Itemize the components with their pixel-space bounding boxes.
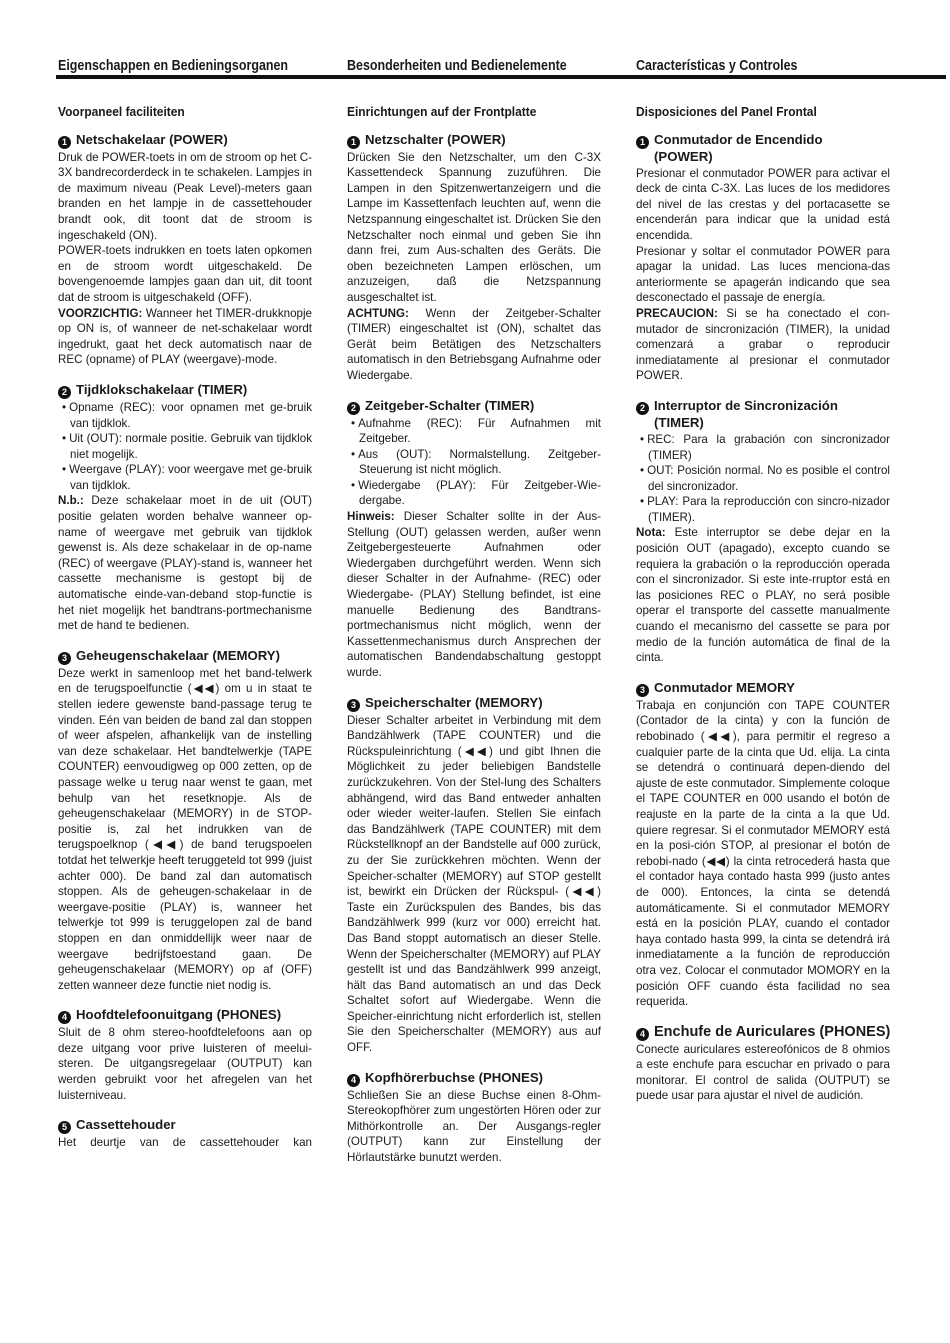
item-heading: 1 Conmutador de Encendido (POWER) [636,132,890,165]
paragraph: POWER-toets indrukken en toets laten opkomen en de stroom wordt uitgeschakeld. De bovengenoemde lampjes gaan dan uit, dit toont dat de stroom is uitgeschakeld (OFF). [58,244,312,304]
item-heading: 1 Netzschalter (POWER) [347,132,601,149]
number-badge-icon: 4 [58,1011,71,1024]
number-badge-icon: 2 [347,402,360,415]
paragraph: Presionar y soltar el conmutador POWER para apagar la unidad. Las luces menciona-das anteriormente se apagerán indicando que sea desconectado el passaje de energía. [636,244,890,305]
section-title: Einrichtungen auf der Frontplatte [347,104,537,119]
item-heading: 2 Interruptor de Sincronización (TIMER) [636,398,890,431]
paragraph: Het deurtje van de cassettehouder kan [58,1136,312,1150]
header-rule [56,75,946,79]
bullet-item: • Wiedergabe (PLAY): Für Zeitgeber-Wie-dergabe. [347,478,601,509]
caution-paragraph: PRECAUCION: Si se ha conectado el con-mutador de sincronización (TIMER), la unidad comenzará a grabar o reproducir inmediatamente al presionar el conmutador POWER. [636,306,890,383]
number-badge-icon: 1 [347,136,360,149]
item-heading: 1 Netschakelaar (POWER) [58,132,312,149]
number-badge-icon: 4 [636,1028,649,1041]
item-heading: 4 Kopfhörerbuchse (PHONES) [347,1070,601,1087]
number-badge-icon: 3 [347,699,360,712]
paragraph: Trabaja en conjunción con TAPE COUNTER (Contador de la cinta) y con la función de rebobinado (◀◀), para permitir el regreso a cualquier parte de la cinta que Ud. elija. La cinta se detendrá o continuará depen-diendo del ajuste de este conmutador. Simplemente coloque el TAPE COUNTER en 000 usando el botón de reajuste en la parte de la cinta a la que Ud. quiere regresar. Si el conmutador MEMORY está en la posi-ción STOP, al presionar el botón de rebobi-nado (◀◀) la cinta retrocederá hasta que el contador haya contado hasta 999 (justo antes de 000). Entonces, la cinta se detendá automáticamente. Si el conmutador MEMORY está en la posición PLAY, cuando el contador haya contado hasta 999, la cinta se detendrá irá inmediatamente a la función de reproducción otra vez. Colocar el conmutador MOMORY en la posición OFF cuando ésta facilidad no sea requerida. [636,698,890,1009]
note-paragraph: Hinweis: Dieser Schalter sollte in der Aus-Stellung (OUT) gelassen werden, außer wenn Zeitgebergesteuerte Aufnahmen oder Wiedergaben durchgeführt werden. Wenn sich dieser Schalter in der Aufnahme- (REC) oder Wiedergabe- (PLAY) Stellung befindet, ist eine manuelle Bedienung des Bandtrans-portmechanismus nicht möglich, wenn der Kassettenmechanismus durch Ansprechen der automatischen Bandendabschaltung gestoppt wurde. [347,510,601,679]
item-heading: 2 Tijdklokschakelaar (TIMER) [58,382,312,399]
item-phones [58,1007,312,1103]
number-badge-icon: 3 [58,652,71,665]
item-memory [636,680,890,1010]
item-timer [347,398,601,681]
bullet-item: • Weergave (PLAY): voor weergave met ge-bruik van tijdklok. [58,462,312,493]
column-german [347,104,601,1180]
bullet-item: • OUT: Posición normal. No es posible el control del sincronizador. [636,463,890,494]
item-timer [58,382,312,634]
paragraph: Drücken Sie den Netzschalter, um den C-3X Kassettendeck Spannung zuzuführen. Die Lampen in den Spitzenwertanzeigern und die Lampe im Kassettenfach leuchten auf, wenn die Netzspannung eingeschaltet ist. Drücken Sie den Netzschalter noch einmal und geben Sie ihn dann frei, zum Aus-schalten des Geräts. Die oben bezeichneten Lampen erlöschen, um anzuzeigen, daß die Netzspannung ausgeschaltet ist. [347,150,601,304]
item-heading: 5 Cassettehouder [58,1117,312,1134]
column-dutch [58,104,312,1165]
bullet-item: • REC: Para la grabación con sincronizador (TIMER) [636,432,890,463]
caution-paragraph: VOORZICHTIG: Wanneer het TIMER-drukknopje op ON is, of wanneer de net-schakelaar wordt ingedrukt, gaat het deck automatisch naar de REC (opname) of PLAY (weergave)-mode. [58,306,312,367]
paragraph: Conecte auriculares estereofónicos de 8 ohmios a este enchufe para escuchar en privado o para monitorar. El control de salida (OUTPUT) se puede usar para ajustar el nivel de audición. [636,1042,890,1103]
header-german: Besonderheiten und Bedienelemente [347,58,567,74]
item-heading: 4 Enchufe de Auriculares (PHONES) [636,1024,890,1041]
header-spanish: Características y Controles [636,58,798,74]
paragraph: Schließen Sie an diese Buchse einen 8-Ohm-Stereokopfhörer zum ungestörten Hören oder zur Mithörkontrolle an. Der Ausgangs-regler (OUTPUT) kann zur Einstellung der Hörlautstärke bunutzt werden. [347,1088,601,1165]
number-badge-icon: 1 [636,136,649,149]
bullet-item: • Aufnahme (REC): Für Aufnahmen mit Zeitgeber. [347,416,601,447]
column-spanish [636,104,890,1118]
item-heading: 3 Speicherschalter (MEMORY) [347,695,601,712]
number-badge-icon: 5 [58,1121,71,1134]
number-badge-icon: 1 [58,136,71,149]
item-phones [636,1024,890,1104]
note-paragraph: N.b.: Deze schakelaar moet in de uit (OUT) positie gelaten worden behalve wanneer op-name of weergave met gebruik van tijdklok gewenst is. Als deze schakelaar in de op-name (REC) of weergave (PLAY)-stand is, wanneer het cassette mechanisme is gestopt bij de automatische einde-van-deband stop-functie is het niet mogelijk het bandtrans-portmechanisme met de hand te bedienen. [58,494,312,633]
paragraph: Deze werkt in samenloop met het band-telwerk en de terugspoelfunctie (◀◀) om u in staat te stellen iedere gewenste band-passage terug te vinden. Eén van beiden de band zal dan stoppen of weer afspelen, afhankelijk van de instelling van deze schakelaar. Het bandtelwerkje (TAPE COUNTER) eenvoudigweg op 000 zetten, op de passage welke u terug naar wenst te gaan, met behulp van het resetknopje. Als de geheugenschakelaar (MEMORY) in de STOP-positie is, zal het indrukken van de terugspoelknop (◀◀) de band terugspoelen totdat het telwerkje heeft teruggeteld tot 999 (juist achter 000). De band zal dan automatisch stoppen. Als de geheugen-schakelaar in de weergave-positie (PLAY) is, wanneer het telwerkje tot 999 is teruggelopen zal de band stoppen en dan onmiddellijk weer naar de weergave bedrijfstoestand gaan. De geheugenschakelaar (MEMORY) op af (OFF) zetten wanneer deze functie niet nodig is. [58,666,312,992]
note-paragraph: Nota: Este interruptor se debe dejar en la posición OUT (apagado), excepto cuando se requiera la grabación o la reproducción operada con el sincronizador. Si este inte-rruptor está en las posiciones REC o PLAY, no será posible operar el transporte del cassette manualmente cuando el mecanismo del cassette se para por medio de la función automática de final de la cinta. [636,526,890,665]
item-heading: 3 Conmutador MEMORY [636,680,890,697]
item-heading: 2 Zeitgeber-Schalter (TIMER) [347,398,601,415]
item-heading: 3 Geheugenschakelaar (MEMORY) [58,648,312,665]
number-badge-icon: 3 [636,684,649,697]
bullet-item: • PLAY: Para la reproducción con sincro-nizador (TIMER). [636,494,890,525]
number-badge-icon: 2 [636,402,649,415]
section-title: Voorpaneel faciliteiten [58,104,185,119]
number-badge-icon: 4 [347,1074,360,1087]
item-power [636,132,890,384]
item-memory [347,695,601,1056]
number-badge-icon: 2 [58,386,71,399]
bullet-item: • Opname (REC): voor opnamen met ge-bruik van tijdklok. [58,400,312,431]
bullet-item: • Aus (OUT): Normalstellung. Zeitgeber-Steuerung ist nicht möglich. [347,447,601,478]
item-timer [636,398,890,666]
paragraph: Presionar el conmutador POWER para activar el deck de cinta C-3X. Las luces de los medidores del nivel de las crestas y del portacasette se encenderán para indicar que la unidad está encendida. [636,166,890,242]
paragraph: Sluit de 8 ohm stereo-hoofdtelefoons aan op deze uitgang voor prive luisteren of meelui-steren. De uitgangsregelaar (OUTPUT) kan werden gebruikt voor het afregelen van het luisterniveau. [58,1026,312,1102]
item-heading: 4 Hoofdtelefoonuitgang (PHONES) [58,1007,312,1024]
header-dutch: Eigenschappen en Bedieningsorganen [58,58,289,74]
item-power [58,132,312,368]
paragraph: Druk de POWER-toets in om de stroom op het C-3X bandrecorderdeck in te schakelen. Lampjes in de maximum niveau (Peak Level)-meters gaan branden en het lampje in de cassettehouder brandt ook, dit toont dat de stroom is ingeschakeld (ON). [58,150,312,242]
item-phones [347,1070,601,1166]
item-cassette [58,1117,312,1151]
bullet-item: • Uit (OUT): normale positie. Gebruik van tijdklok niet mogelijk. [58,431,312,462]
paragraph: Dieser Schalter arbeitet in Verbindung mit dem Bandzählwerk (TAPE COUNTER) und die Rückspuleinrichtung (◀◀) und gibt Ihnen die Möglichkeit zu jeder beliebigen Bandstelle zurückzukehren. Von der Stel-lung des Schalters abhängend, wird das Band entweder anhalten oder wieder weiter-laufen. Stellen Sie einfach das Bandzählwerk (TAPE COUNTER) mit dem Rückstellknopf an der Bandstelle auf 000 zurück, zu der Sie zurückkehren möchten. Wenn der Speicher-schalter (MEMORY) auf STOP gestellt ist, bewirkt ein Drücken der Rückspul- (◀◀) Taste ein Zurückspulen des Bandes, bis das Bandzählwerk 999 (kurz vor 000) erreicht hat. Das Band stoppt automatisch an dieser Stelle. Wenn der Speicherschalter (MEMORY) auf PLAY gestellt ist und das Bandzählwerk 999 anzeigt, hält das Band automatisch an und das Deck Schaltet sofort auf Wiedergabe. Wenn die Speicher-einrichtung nicht erforderlich ist, stellen Sie den Speicherschalter (MEMORY) aus auf OFF. [347,713,601,1055]
item-power [347,132,601,384]
item-memory [58,648,312,993]
caution-paragraph: ACHTUNG: Wenn der Zeitgeber-Schalter (TIMER) eingeschaltet ist (ON), schaltet das Gerät beim Betätigen des Netzschalters automatisch in den Betriebsgang Aufnahme oder Wiedergabe. [347,306,601,382]
section-title: Disposiciones del Panel Frontal [636,104,817,119]
